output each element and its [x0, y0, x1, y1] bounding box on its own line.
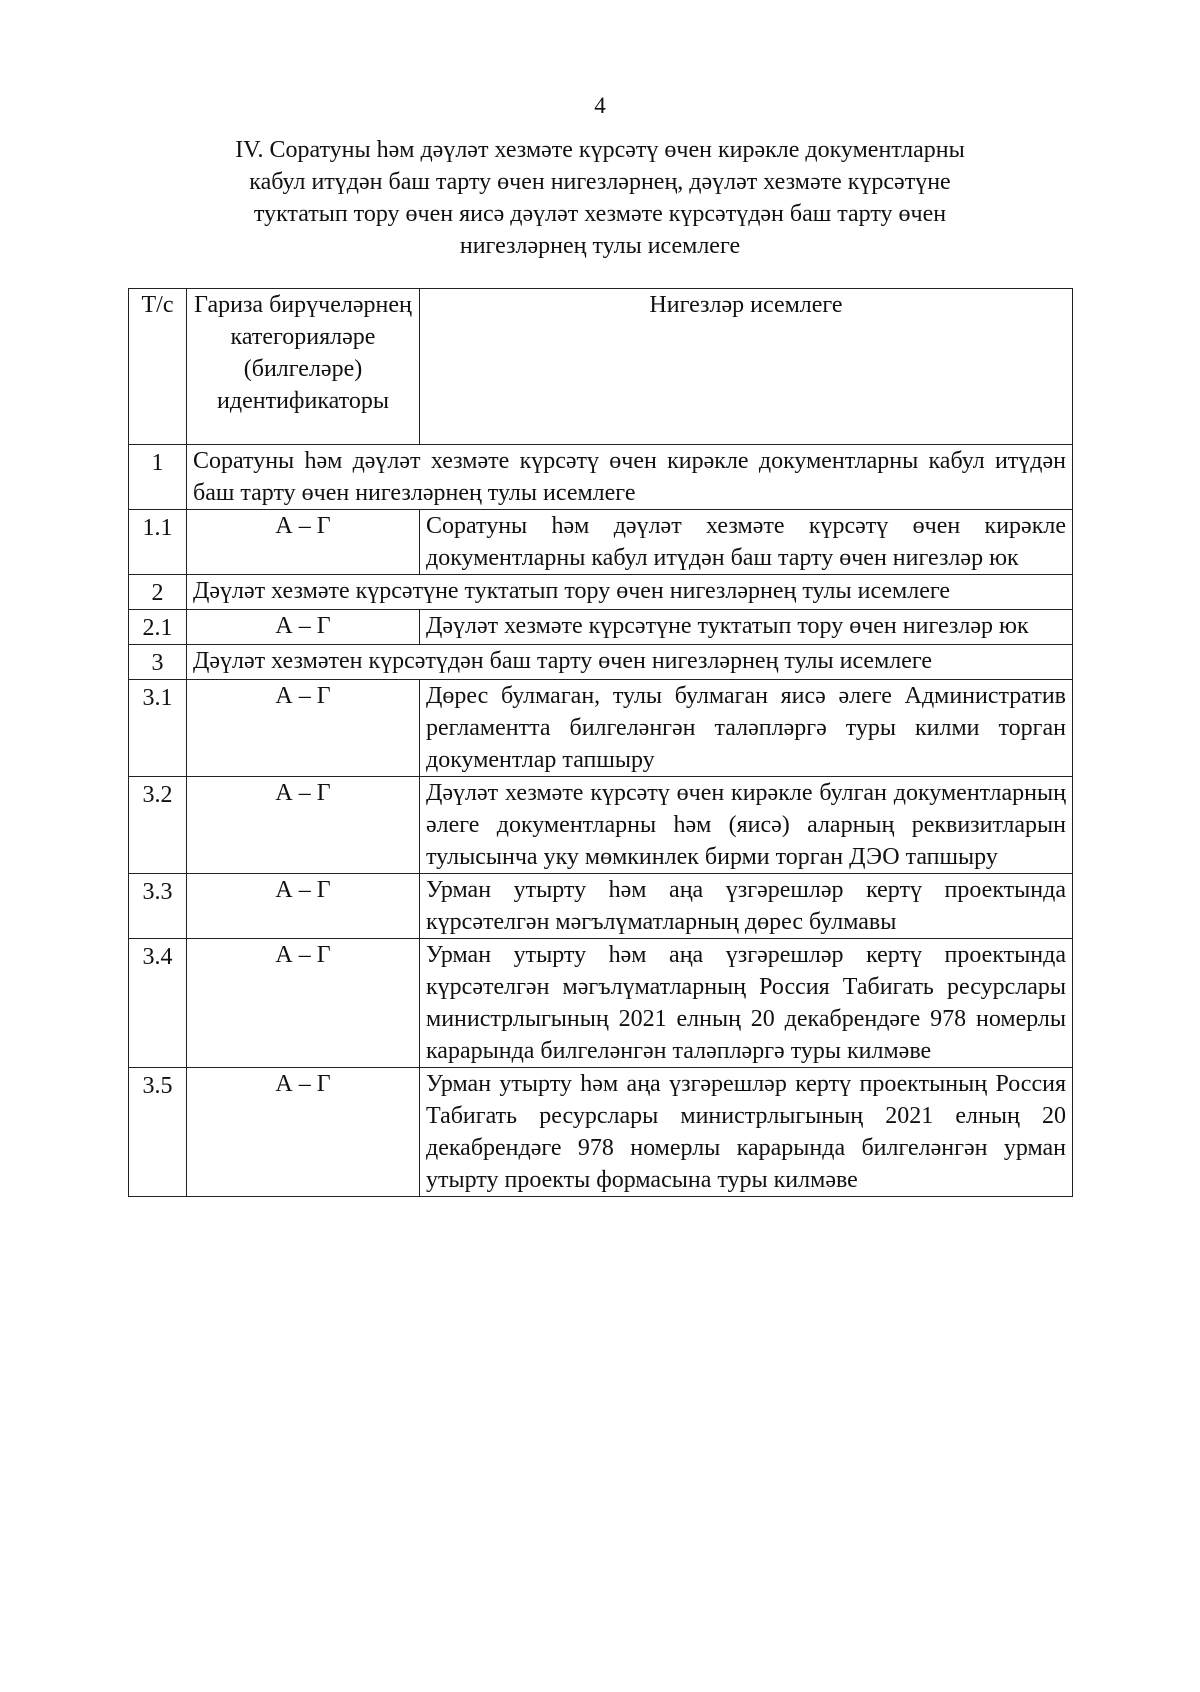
item-number: 3.4 — [129, 939, 187, 1068]
item-category: А – Г — [187, 510, 420, 575]
item-number: 3.5 — [129, 1068, 187, 1197]
item-category: А – Г — [187, 777, 420, 874]
section-text: Дәүләт хезмәтен күрсәтүдән баш тарту өчен нигезләрнең тулы исемлеге — [187, 645, 1073, 680]
item-text: Дәүләт хезмәте күрсәтүне туктатып тору өчен нигезләр юк — [420, 610, 1073, 645]
item-text: Урман утырту һәм аңа үзгәрешләр кертү проектында күрсәтелгән мәгълүматларның Россия Табигать ресурслары министрлыгының 2021 елның 20 декабрендәге 978 номерлы карарында билгеләнгән таләпләргә туры килмәве — [420, 939, 1073, 1068]
title-line: туктатып тору өчен яисә дәүләт хезмәте күрсәтүдән баш тарту өчен — [253, 201, 947, 227]
title-line: нигезләрнең тулы исемлеге — [459, 233, 741, 259]
table-row — [129, 610, 1073, 645]
item-text: Соратуны һәм дәүләт хезмәте күрсәтү өчен кирәкле документларны кабул итүдән баш тарту өчен нигезләр юк — [420, 510, 1073, 575]
item-number: 3.1 — [129, 680, 187, 777]
table-row — [129, 680, 1073, 777]
header-number: Т/с — [129, 289, 187, 445]
title-line: кабул итүдән баш тарту өчен нигезләрнең, дәүләт хезмәте күрсәтүне — [249, 169, 951, 195]
table-header-row — [129, 289, 1073, 445]
table-section-row — [129, 575, 1073, 610]
item-category: А – Г — [187, 939, 420, 1068]
header-category: Гариза бирүчеләрнең категорияләре (билгеләре) идентификаторы — [187, 289, 420, 445]
section-number: 1 — [129, 445, 187, 510]
item-text: Дәүләт хезмәте күрсәтү өчен кирәкле булган документларның әлеге документларны һәм (яисә) аларның реквизитларын тулысынча уку мөмкинлек бирми торган ДЭО тапшыру — [420, 777, 1073, 874]
page-number: 4 — [594, 93, 606, 118]
section-text: Соратуны һәм дәүләт хезмәте күрсәтү өчен кирәкле документларны кабул итүдән баш тарту өчен нигезләрнең тулы исемлеге — [187, 445, 1073, 510]
item-number: 1.1 — [129, 510, 187, 575]
table-section-row — [129, 645, 1073, 680]
item-number: 3.3 — [129, 874, 187, 939]
title-line: IV. Соратуны һәм дәүләт хезмәте күрсәтү өчен кирәкле документларны — [235, 137, 965, 163]
item-category: А – Г — [187, 1068, 420, 1197]
item-text: Урман утырту һәм аңа үзгәрешләр кертү проектында күрсәтелгән мәгълүматларның дөрес булмавы — [420, 874, 1073, 939]
item-number: 3.2 — [129, 777, 187, 874]
table-section-row — [129, 445, 1073, 510]
table-row — [129, 1068, 1073, 1197]
table-row — [129, 777, 1073, 874]
table-row — [129, 510, 1073, 575]
header-grounds-list: Нигезләр исемлеге — [420, 289, 1073, 445]
table-row — [129, 874, 1073, 939]
section-title — [150, 134, 1050, 262]
section-number: 3 — [129, 645, 187, 680]
item-category: А – Г — [187, 874, 420, 939]
item-category: А – Г — [187, 610, 420, 645]
item-category: А – Г — [187, 680, 420, 777]
section-number: 2 — [129, 575, 187, 610]
table-row — [129, 939, 1073, 1068]
grounds-table — [128, 288, 1073, 1197]
item-text: Урман утырту һәм аңа үзгәрешләр кертү проектының Россия Табигать ресурслары министрлыгының 2021 елның 20 декабрендәге 978 номерлы карарында билгеләнгән урман утырту проекты формасына туры килмәве — [420, 1068, 1073, 1197]
item-text: Дөрес булмаган, тулы булмаган яисә әлеге Административ регламентта билгеләнгән таләпләргә туры килми торган документлар тапшыру — [420, 680, 1073, 777]
item-number: 2.1 — [129, 610, 187, 645]
section-text: Дәүләт хезмәте күрсәтүне туктатып тору өчен нигезләрнең тулы исемлеге — [187, 575, 1073, 610]
